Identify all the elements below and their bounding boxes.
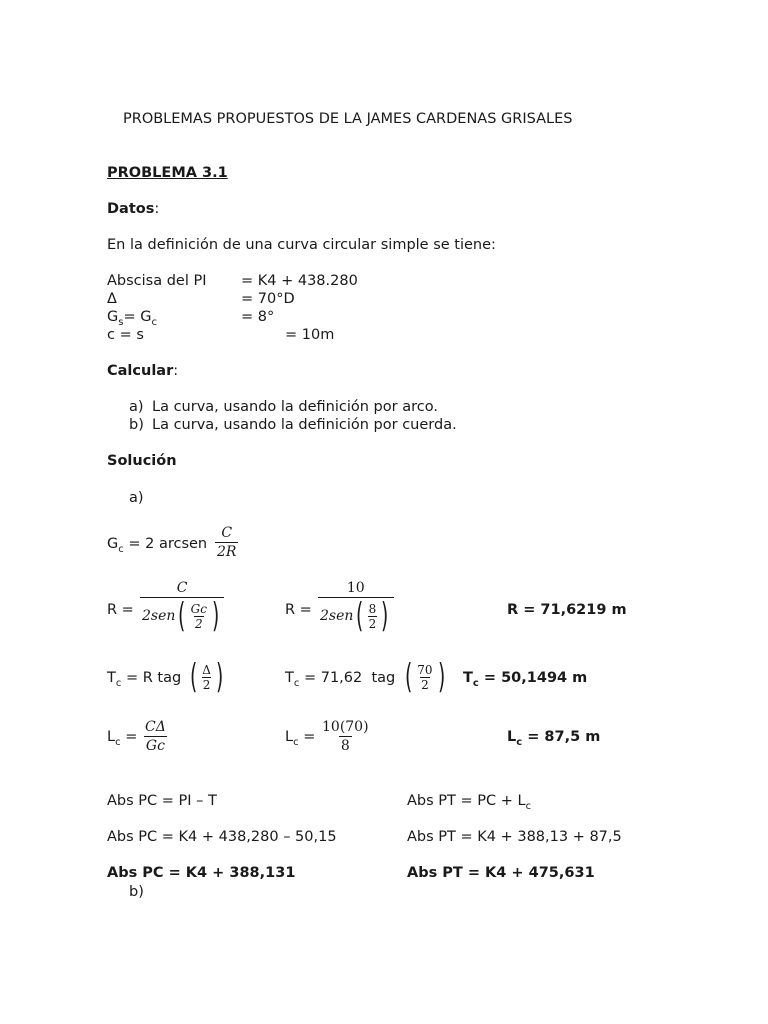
data-value-cs: = 10m: [285, 327, 335, 343]
r-fraction: [140, 580, 224, 636]
gc-fraction: [215, 525, 238, 560]
data-label-delta: Δ: [107, 291, 117, 307]
r-sub-inner-num: 8: [368, 601, 377, 616]
t-sub-num: 70: [417, 662, 433, 677]
item-a-mark: a): [129, 399, 144, 415]
problem-heading: PROBLEMA 3.1: [107, 165, 228, 181]
l-sub-den: 8: [340, 738, 350, 754]
r-fraction-den: 2sen ( $\frac{Gc}{2}$ ): [140, 597, 224, 633]
r-sub-num: 10: [346, 580, 365, 596]
l-fraction-num: CΔ: [145, 719, 166, 735]
r-inner-den: 2: [195, 616, 203, 631]
t-formula-den: 2: [202, 677, 211, 692]
solucion-heading: Solución: [107, 453, 177, 469]
abs-pc-result: Abs PC = K4 + 388,131: [107, 865, 296, 881]
abs-pc-substitution: Abs PC = K4 + 438,280 – 50,15: [107, 829, 337, 845]
l-fraction-den: Gc: [145, 738, 165, 754]
r-result: R = 71,6219 m: [507, 602, 627, 618]
calcular-label: Calcular: [107, 363, 174, 379]
r-sub-fraction: [318, 580, 394, 636]
data-label-cs: c = s: [107, 327, 144, 343]
l-fraction: [143, 719, 168, 754]
data-value-delta: = 70°D: [241, 291, 295, 307]
r-sub-den-sen: 2sen: [320, 608, 354, 624]
data-label-gs: $G_s= G_c$: [107, 309, 157, 328]
item-a-text: La curva, usando la definición por arco.: [152, 399, 438, 415]
t-formula-num: Δ: [202, 662, 211, 677]
r-fraction-num: C: [176, 580, 188, 596]
datos-heading: Datos:: [107, 201, 160, 217]
t-sub-den: 2: [421, 677, 429, 692]
item-b-text: La curva, usando la definición por cuerda.: [152, 417, 457, 433]
item-b-mark: b): [129, 417, 144, 433]
data-label-pi: Abscisa del PI: [107, 273, 207, 289]
t-sub-paren: ( $\frac{70}{2}$ ): [404, 657, 445, 697]
l-sub-fraction: [320, 719, 371, 754]
l-sub-lhs: $L_c$ =: [285, 729, 316, 748]
l-formula-lhs: $L_c$ =: [107, 729, 138, 748]
t-sub-lhs: $T_c = 71,62$ tag: [285, 670, 396, 689]
gc-formula-lhs: $G_c = 2$ arcsen: [107, 536, 208, 555]
r-sub-lhs: R =: [285, 602, 312, 618]
page-title: PROBLEMAS PROPUESTOS DE LA JAMES CARDENAS GRISALES: [123, 111, 573, 127]
data-value-gs: = 8°: [241, 309, 275, 325]
gc-fraction-den: 2R: [217, 544, 237, 560]
l-result: $L_c = 87,5$ m: [507, 729, 601, 748]
abs-pt-substitution: Abs PT = K4 + 388,13 + 87,5: [407, 829, 622, 845]
datos-label: Datos: [107, 201, 155, 217]
gc-fraction-num: C: [221, 525, 233, 541]
r-sub-inner-den: 2: [368, 616, 377, 631]
part-b-label: b): [129, 884, 144, 900]
l-sub-num: 10(70): [322, 719, 369, 735]
r-formula-lhs: R =: [107, 602, 134, 618]
abs-pt-result: Abs PT = K4 + 475,631: [407, 865, 595, 881]
abs-pc-formula: Abs PC = PI – T: [107, 793, 217, 809]
t-formula-lhs: $T_c = R$ tag: [107, 670, 182, 689]
t-result: $T_c = 50,1494$ m: [463, 670, 588, 689]
r-den-sen: 2sen: [142, 608, 176, 624]
intro-text: En la definición de una curva circular simple se tiene:: [107, 237, 496, 253]
data-value-pi: = K4 + 438.280: [241, 273, 358, 289]
abs-pt-formula: Abs PT = PC + $L_c$: [407, 793, 532, 812]
r-sub-den: 2sen ( $\frac{8}{2}$ ): [318, 597, 394, 633]
calcular-heading: Calcular:: [107, 363, 179, 379]
r-inner-num: Gc: [190, 601, 207, 616]
t-formula-paren: ( $\frac{\Delta}{2}$ ): [189, 657, 224, 697]
part-a-label: a): [129, 490, 144, 506]
